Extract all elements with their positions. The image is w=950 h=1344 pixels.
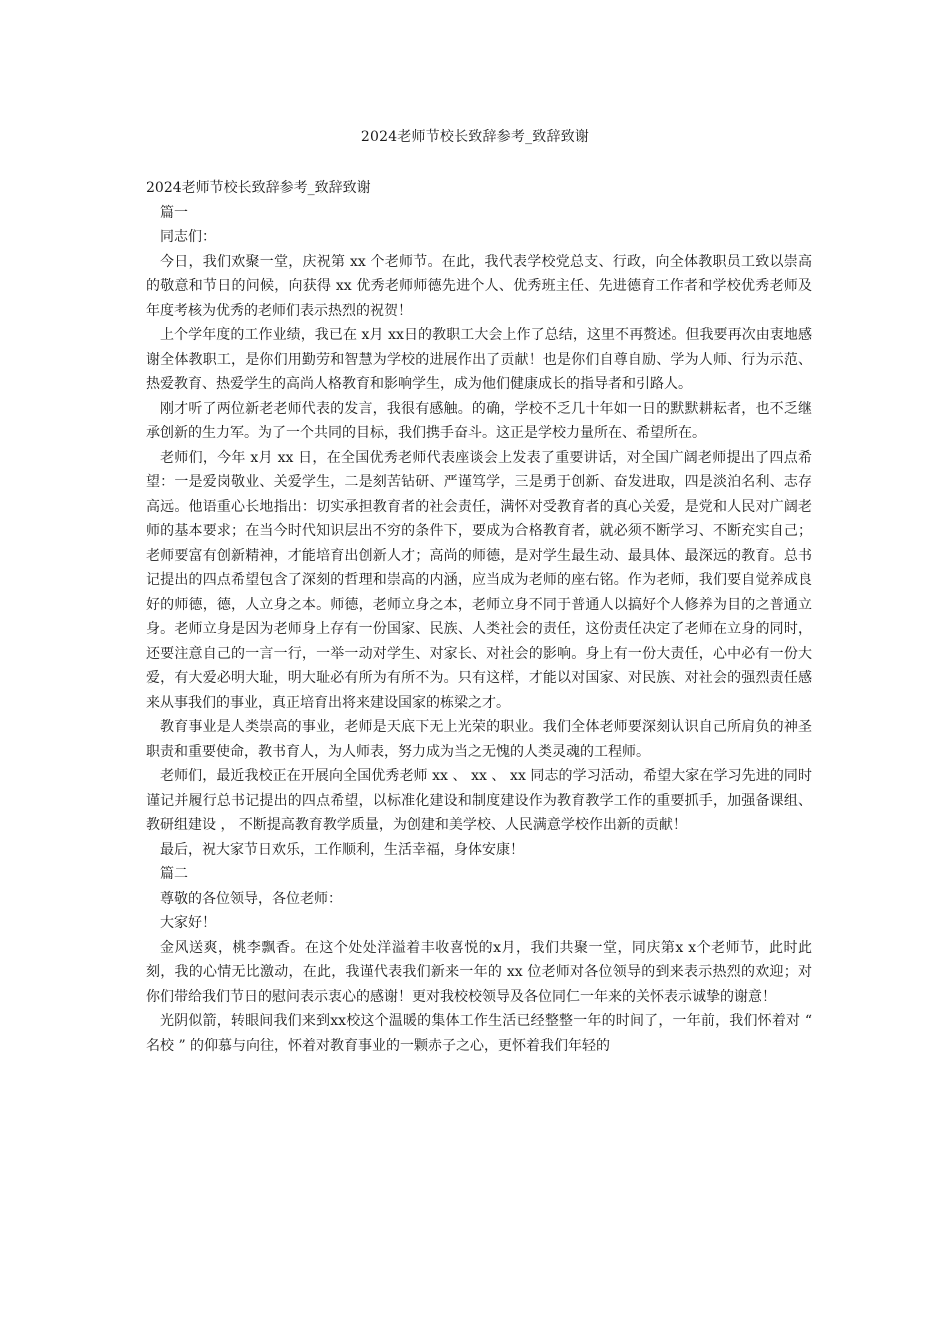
greeting: 大家好！ bbox=[160, 915, 216, 931]
document-subtitle: 2024老师节校长致辞参考_致辞致谢 bbox=[146, 180, 371, 196]
salutation-1: 同志们： bbox=[160, 229, 216, 245]
paragraph: 刚才听了两位新老老师代表的发言，我很有感触。的确，学校不乏几十年如一日的默默耕耘者，也不乏继承创新的生力军。为了一个共同的目标，我们携手奋斗。这正是学校力量所在、希望所在。 bbox=[146, 400, 812, 441]
salutation-2: 尊敬的各位领导，各位老师： bbox=[160, 890, 342, 907]
paragraph: 老师们，最近我校正在开展向全国优秀老师 xx 、 xx 、 xx 同志的学习活动，希望大家在学习先进的同时谨记并履行总书记提出的四点希望，以标准化建设和制度建设作为教育教学工作的重要抓手，加强备课组、教研组建设 ， 不断提高教育教学质量，为创建和美学校、人民满意学校作出新的贡献！ bbox=[146, 768, 812, 833]
section-heading-2: 篇二 bbox=[160, 866, 188, 882]
paragraph: 老师们，今年 x月 xx 日，在全国优秀老师代表座谈会上发表了重要讲话，对全国广阔老师提出了四点希望：一是爱岗敬业、关爱学生，二是刻苦钻研、严谨笃学，三是勇于创新、奋发进取，四是淡泊名利、志存高远。他语重心长地指出：切实承担教育者的社会责任，满怀对受教育者的真心关爱，是党和人民对广阔老师的基本要求；在当今时代知识层出不穷的条件下，要成为合格教育者，就必须不断学习、不断充实自己；老师要富有创新精神，才能培育出创新人才；高尚的师德，是对学生最生动、最具体、最深远的教育。总书记提出的四点希望包含了深刻的哲理和崇高的内涵，应当成为老师的座右铭。作为老师，我们要自觉养成良好的师德，德，人立身之本。师德，老师立身之本，老师立身不同于普通人以搞好个人修养为目的之普通立身。老师立身是因为老师身上存有一份国家、民族、人类社会的责任，这份责任决定了老师在立身的同时，还要注意自己的一言一行，一举一动对学生、对家长、对社会的影响。身上有一份大责任，心中必有一份大爱，有大爱必明大耻，明大耻必有所为有所不为。只有这样，才能以对国家、对民族、对社会的强烈责任感来从事我们的事业，真正培育出将来建设国家的栋梁之才。 bbox=[146, 449, 812, 711]
closing-wishes: 最后，祝大家节日欢乐，工作顺利，生活幸福，身体安康！ bbox=[160, 841, 524, 858]
document-body bbox=[146, 176, 812, 1058]
paragraph: 光阴似箭，转眼间我们来到xx校这个温暖的集体工作生活已经整整一年的时间了，一年前，我们怀着对 “ 名校 ” 的仰慕与向往，怀着对教育事业的一颗赤子之心，更怀着我们年轻的 bbox=[146, 1013, 812, 1054]
paragraph: 教育事业是人类崇高的事业，老师是天底下无上光荣的职业。我们全体老师要深刻认识自己所肩负的神圣职责和重要使命，教书育人，为人师表，努力成为当之无愧的人类灵魂的工程师。 bbox=[146, 719, 812, 760]
document-title: 2024老师节校长致辞参考_致辞致谢 bbox=[360, 129, 590, 145]
paragraph: 上个学年度的工作业绩，我已在 x月 xx日的教职工大会上作了总结，这里不再赘述。但我要再次由衷地感谢全体教职工，是你们用勤劳和智慧为学校的进展作出了贡献！也是你们自尊自励、学为人师、行为示范、热爱教育、热爱学生的高尚人格教育和影响学生，成为他们健康成长的指导者和引路人。 bbox=[146, 327, 812, 392]
paragraph: 今日，我们欢聚一堂，庆祝第 xx 个老师节。在此，我代表学校党总支、行政，向全体教职员工致以崇高的敬意和节日的问候，向获得 xx 优秀老师师德先进个人、优秀班主任、先进德育工作者和学校优秀老师及年度考核为优秀的老师们表示热烈的祝贺！ bbox=[146, 253, 812, 319]
paragraph: 金风送爽，桃李飘香。在这个处处洋溢着丰收喜悦的x月，我们共聚一堂，同庆第x x个老师节，此时此刻，我的心情无比激动，在此，我谨代表我们新来一年的 xx 位老师对各位领导的到来表示热烈的欢迎；对你们带给我们节日的慰问表示衷心的感谢！更对我校校领导及各位同仁一年来的关怀表示诚挚的谢意！ bbox=[146, 939, 812, 1005]
section-heading-1: 篇一 bbox=[160, 204, 188, 221]
